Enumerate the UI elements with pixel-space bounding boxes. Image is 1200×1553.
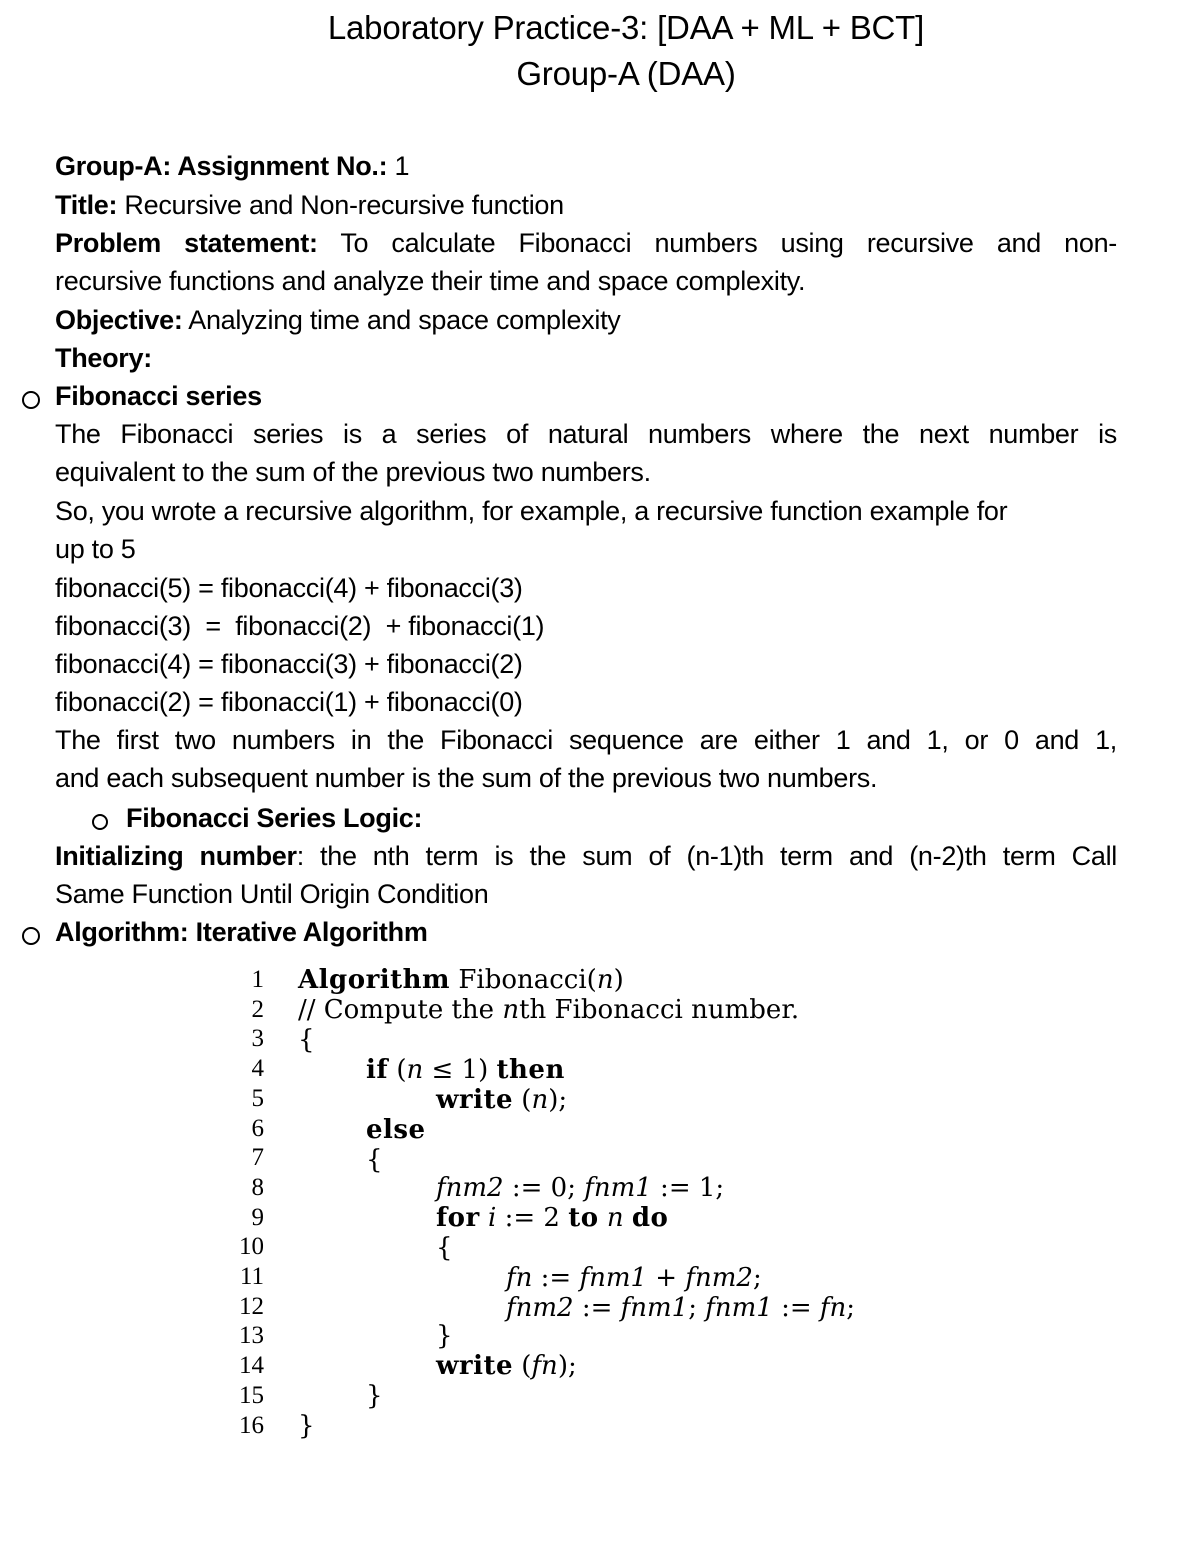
fibonacci-series-heading: Fibonacci series xyxy=(55,381,262,411)
assignment-number xyxy=(55,148,409,184)
assignment-label: Group-A: Assignment No.: xyxy=(55,151,388,181)
logic-line-1 xyxy=(55,838,1117,874)
line-number: 3 xyxy=(251,1025,264,1052)
algorithm-heading: Algorithm: Iterative Algorithm xyxy=(55,917,428,947)
line-number: 14 xyxy=(239,1352,264,1379)
code-line-2: // Compute the nth Fibonacci number. xyxy=(298,995,800,1025)
line-number: 15 xyxy=(239,1382,264,1409)
fibonacci-para1-line1: The Fibonacci series is a series of natural numbers where the next number is xyxy=(55,419,1117,449)
logic-label: Initializing number xyxy=(55,841,297,871)
code-line-10: { xyxy=(436,1233,453,1263)
code-line-12: fnm2 := fnm1; fnm1 := fn; xyxy=(506,1293,856,1323)
fibonacci-para3-line1: The first two numbers in the Fibonacci sequence are either 1 and 1, or 0 and 1, xyxy=(55,725,1117,755)
line-number: 6 xyxy=(251,1115,264,1142)
bullet-circle-icon xyxy=(92,814,108,830)
theory-heading: Theory: xyxy=(55,343,152,373)
line-number: 2 xyxy=(251,996,264,1023)
code-line-13: } xyxy=(436,1321,453,1351)
objective-line xyxy=(55,302,620,338)
objective-value: Analyzing time and space complexity xyxy=(182,305,621,335)
problem-statement-line-2: recursive functions and analyze their time and space complexity. xyxy=(55,266,806,296)
bullet-circle-icon xyxy=(22,927,40,945)
code-line-5: write (n); xyxy=(436,1085,568,1115)
fibonacci-para2-line1: So, you wrote a recursive algorithm, for example, a recursive function example for xyxy=(55,496,1008,526)
title-value: Recursive and Non-recursive function xyxy=(117,190,564,220)
code-line-15: } xyxy=(366,1381,383,1411)
code-line-16: } xyxy=(298,1411,315,1441)
code-line-8: fnm2 := 0; fnm1 := 1; xyxy=(436,1173,725,1203)
assignment-value: 1 xyxy=(387,151,410,181)
line-number: 10 xyxy=(239,1233,264,1260)
fibonacci-para1-line2: equivalent to the sum of the previous two numbers. xyxy=(55,457,651,487)
fibonacci-equation-3: fibonacci(4) = fibonacci(3) + fibonacci(2) xyxy=(55,649,523,679)
problem-text-1: To calculate Fibonacci numbers using recursive and non- xyxy=(317,228,1117,258)
code-line-3: { xyxy=(298,1025,315,1055)
document-subtitle: Group-A (DAA) xyxy=(516,55,736,92)
line-number: 9 xyxy=(251,1204,264,1231)
line-number: 16 xyxy=(239,1412,264,1439)
fibonacci-para2-line2: up to 5 xyxy=(55,534,136,564)
code-line-7: { xyxy=(366,1145,383,1175)
code-line-4: if (n ≤ 1) then xyxy=(366,1055,565,1085)
line-number: 5 xyxy=(251,1085,264,1112)
line-number: 13 xyxy=(239,1322,264,1349)
code-line-6: else xyxy=(366,1115,426,1145)
fibonacci-equation-4: fibonacci(2) = fibonacci(1) + fibonacci(0) xyxy=(55,687,523,717)
bullet-circle-icon xyxy=(22,391,40,409)
fibonacci-logic-heading: Fibonacci Series Logic: xyxy=(126,803,423,833)
title-label: Title: xyxy=(55,190,118,220)
line-number: 1 xyxy=(251,966,264,993)
code-line-11: fn := fnm1 + fnm2; xyxy=(506,1263,762,1293)
line-number: 11 xyxy=(239,1263,264,1290)
code-line-14: write (fn); xyxy=(436,1351,577,1381)
fibonacci-para3-line2: and each subsequent number is the sum of the previous two numbers. xyxy=(55,763,878,793)
fibonacci-equation-2: fibonacci(3) = fibonacci(2) + fibonacci(1) xyxy=(55,611,545,641)
problem-statement-line-1 xyxy=(55,225,1117,261)
line-number: 4 xyxy=(251,1055,264,1082)
line-number: 8 xyxy=(251,1174,264,1201)
objective-label: Objective: xyxy=(55,305,183,335)
title-line xyxy=(55,187,564,223)
line-number: 12 xyxy=(239,1293,264,1320)
logic-text-1: : the nth term is the sum of (n-1)th term and (n-2)th term Call xyxy=(296,841,1117,871)
document-title: Laboratory Practice-3: [DAA + ML + BCT] xyxy=(327,9,925,46)
fibonacci-equation-1: fibonacci(5) = fibonacci(4) + fibonacci(3) xyxy=(55,573,523,603)
code-line-1: Algorithm Fibonacci(n) xyxy=(298,965,624,995)
logic-line-2: Same Function Until Origin Condition xyxy=(55,879,489,909)
code-line-9: for i := 2 to n do xyxy=(436,1203,669,1233)
problem-label: Problem statement: xyxy=(55,228,318,258)
line-number: 7 xyxy=(251,1144,264,1171)
